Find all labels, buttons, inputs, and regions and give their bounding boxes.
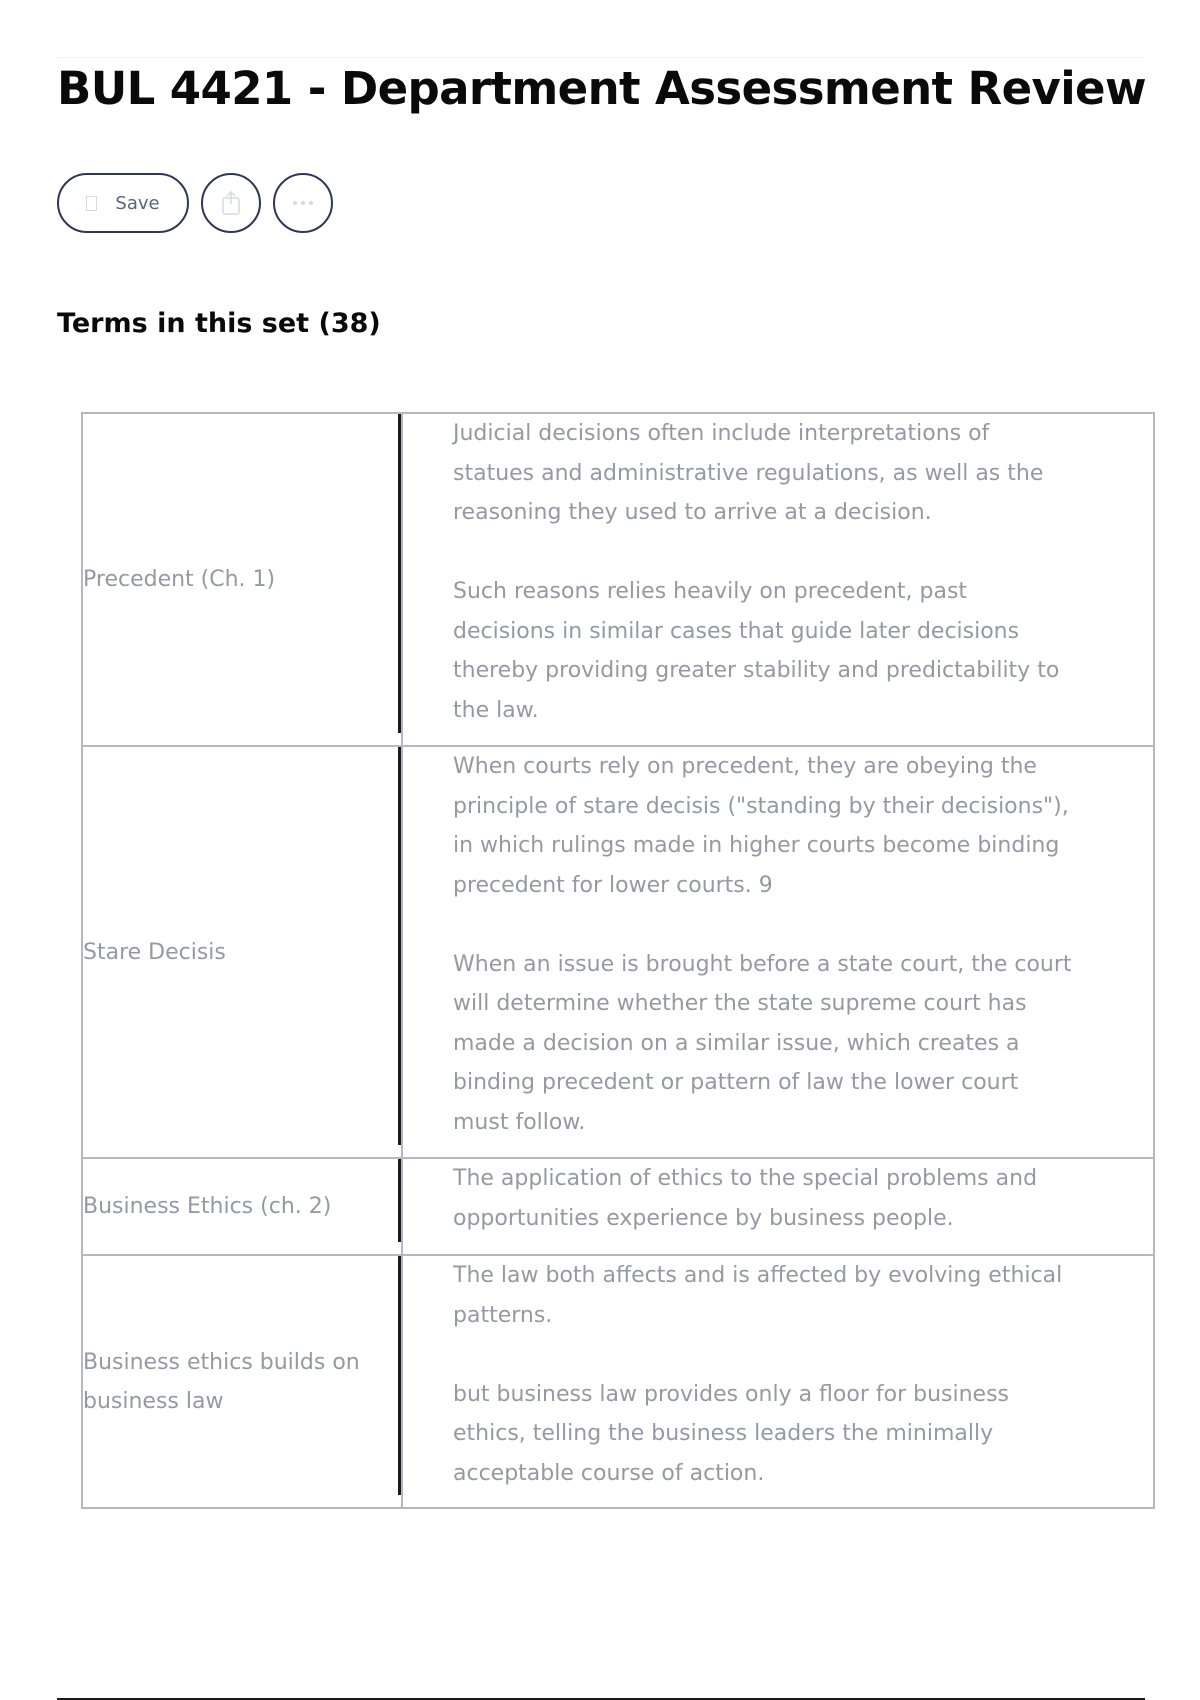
definition-text: Judicial decisions often include interpretations of statues and administrative regulations, as well as the reasoning they used to arrive at a decision. bbox=[453, 421, 1044, 525]
definition-cell bbox=[402, 1255, 1154, 1508]
set-toolbar bbox=[57, 173, 333, 233]
terms-heading: Terms in this set (38) bbox=[57, 308, 381, 339]
definition-cell bbox=[402, 413, 1154, 746]
page-title: BUL 4421 - Department Assessment Review bbox=[57, 62, 1146, 115]
definition-text: When courts rely on precedent, they are obeying the principle of stare decisis ("standing by their decisions"), in which rulings made in higher courts become binding precedent for lower courts. 9 bbox=[453, 754, 1069, 898]
top-divider bbox=[57, 57, 1145, 58]
terms-table bbox=[81, 412, 1155, 1509]
term-cell: Business ethics builds on business law bbox=[82, 1255, 402, 1508]
more-icon bbox=[290, 199, 316, 207]
more-options-button[interactable] bbox=[273, 173, 333, 233]
save-button[interactable] bbox=[57, 173, 189, 233]
term-cell: Stare Decisis bbox=[82, 746, 402, 1158]
share-button[interactable] bbox=[201, 173, 261, 233]
definition-text: Such reasons relies heavily on precedent, past decisions in similar cases that guide later decisions thereby providing greater stability and predictability to the law. bbox=[453, 579, 1060, 723]
term-cell: Business Ethics (ch. 2) bbox=[82, 1158, 402, 1255]
definition-cell bbox=[402, 746, 1154, 1158]
definition-text: but business law provides only a floor for business ethics, telling the business leaders the minimally acceptable course of action. bbox=[453, 1381, 1010, 1486]
definition-cell bbox=[402, 1158, 1154, 1255]
save-button-label: Save bbox=[115, 192, 160, 214]
definition-text: When an issue is brought before a state court, the court will determine whether the state supreme court has made a decision on a similar issue, which creates a binding precedent or pattern of law the lower court must follow. bbox=[453, 951, 1072, 1135]
term-row[interactable] bbox=[82, 413, 1154, 746]
term-row[interactable] bbox=[82, 1158, 1154, 1255]
definition-text: The law both affects and is affected by evolving ethical patterns. bbox=[453, 1263, 1063, 1328]
term-row[interactable] bbox=[82, 1255, 1154, 1508]
bookmark-icon bbox=[86, 196, 97, 211]
definition-text: The application of ethics to the special problems and opportunities experience by business people. bbox=[453, 1166, 1038, 1231]
term-row[interactable] bbox=[82, 746, 1154, 1158]
term-cell: Precedent (Ch. 1) bbox=[82, 413, 402, 746]
share-icon bbox=[219, 189, 243, 217]
